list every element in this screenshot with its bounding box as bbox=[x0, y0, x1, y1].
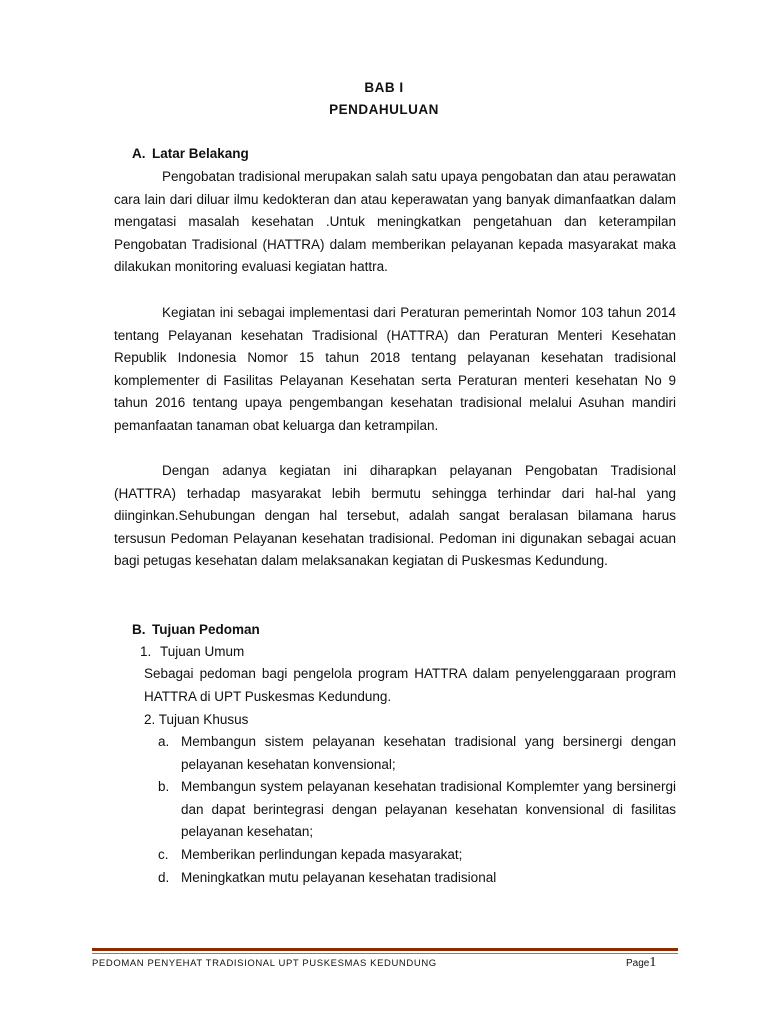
list-item-letter: d. bbox=[158, 870, 170, 885]
list-item-text: Membangun system pelayanan kesehatan tradisional Komplemter yang bersinergi dan dapat berintegrasi dengan pelayanan kesehatan konvensional di fasilitas pelayanan kesehatan; bbox=[181, 779, 676, 840]
page-label: Page bbox=[626, 958, 650, 969]
list-item bbox=[158, 867, 676, 890]
tujuan-umum-label: Tujuan Umum bbox=[160, 644, 245, 659]
paragraph-latar-3: Dengan adanya kegiatan ini diharapkan pelayanan Pengobatan Tradisional (HATTRA) terhadap masyarakat lebih bermutu sehingga terhindar dari hal-hal yang diinginkan.Sehubungan dengan hal tersebut, adalah sangat beralasan bilamana harus tersusun Pedoman Pelayanan kesehatan tradisional. Pedoman ini digunakan sebagai acuan bagi petugas kesehatan dalam melaksanakan kegiatan di Puskesmas Kedundung. bbox=[114, 463, 676, 569]
list-item-text: Meningkatkan mutu pelayanan kesehatan tradisional bbox=[181, 870, 497, 885]
page-number bbox=[626, 955, 656, 971]
list-item-text: Memberikan perlindungan kepada masyarakat; bbox=[181, 847, 463, 862]
section-a-heading bbox=[132, 146, 249, 161]
section-b-title: Tujuan Pedoman bbox=[152, 622, 260, 637]
tujuan-umum-text: Sebagai pedoman bagi pengelola program HATTRA dalam penyelenggaraan program HATTRA di UPT Puskesmas Kedundung. bbox=[144, 666, 676, 704]
chapter-label: BAB I bbox=[364, 80, 404, 95]
list-item bbox=[158, 731, 676, 776]
footer-rule-thin bbox=[92, 953, 678, 954]
page-number-value: 1 bbox=[649, 955, 657, 970]
paragraph-latar-2: Kegiatan ini sebagai implementasi dari Peraturan pemerintah Nomor 103 tahun 2014 tentang Pelayanan kesehatan Tradisional (HATTRA) dan Peraturan Menteri Kesehatan Republik Indonesia Nomor 15 tahun 2018 tentang pelayanan kesehatan tradisional komplementer di Fasilitas Pelayanan Kesehatan serta Peraturan menteri kesehatan No 9 tahun 2016 tentang upaya pengembangan kesehatan tradisional melalui Asuhan mandiri pemanfaatan tanaman obat keluarga dan ketrampilan. bbox=[114, 305, 676, 433]
list-item-letter: c. bbox=[158, 847, 169, 862]
footer-title: PEDOMAN PENYEHAT TRADISIONAL UPT PUSKESMAS KEDUNDUNG bbox=[92, 958, 437, 969]
paragraph-latar-1: Pengobatan tradisional merupakan salah satu upaya pengobatan dan atau perawatan cara lain dari diluar ilmu kedokteran dan atau keperawatan yang banyak dimanfaatkan dalam mengatasi masalah kesehatan .Untuk meningkatkan pengetahuan dan keterampilan Pengobatan Tradisional (HATTRA) dalam memberikan pelayanan kepada masyarakat maka dilakukan monitoring evaluasi kegiatan hattra. bbox=[114, 169, 676, 275]
tujuan-khusus-number: 2. bbox=[144, 712, 156, 727]
tujuan-khusus-label: Tujuan Khusus bbox=[158, 712, 249, 727]
list-item-letter: b. bbox=[158, 779, 170, 794]
section-b-letter: B. bbox=[132, 622, 146, 637]
tujuan-khusus-heading bbox=[144, 712, 248, 727]
section-b-heading bbox=[132, 622, 260, 637]
tujuan-umum-number: 1. bbox=[140, 644, 152, 659]
section-a-title: Latar Belakang bbox=[152, 146, 249, 161]
list-item-text: Membangun sistem pelayanan kesehatan tradisional yang bersinergi dengan pelayanan kesehatan konvensional; bbox=[181, 734, 676, 772]
list-item bbox=[158, 776, 676, 844]
tujuan-umum-heading bbox=[140, 644, 244, 659]
list-item bbox=[158, 844, 676, 867]
list-item-letter: a. bbox=[158, 734, 170, 749]
chapter-title: PENDAHULUAN bbox=[329, 102, 439, 117]
section-a-letter: A. bbox=[132, 146, 146, 161]
footer-rule-thick bbox=[92, 948, 678, 951]
